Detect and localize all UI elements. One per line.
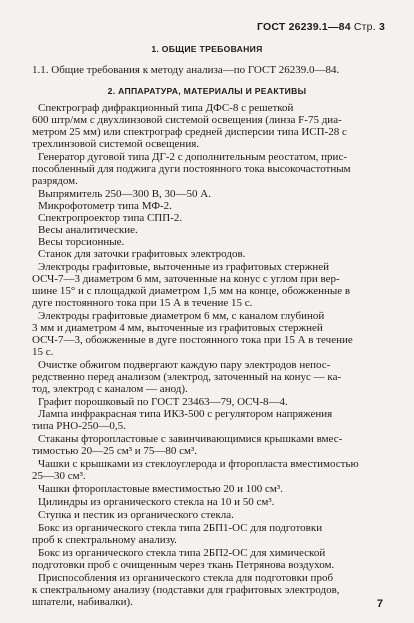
paragraph-line: ОСЧ-7—3 диаметром 6 мм, заточенные на конус с углом при вер-: [32, 273, 340, 285]
paragraph-line: шпатели, набивалки).: [32, 596, 133, 608]
paragraph-line: к спектральному анализу (подставки для графитовых электродов,: [32, 584, 340, 596]
paragraph-line: 600 штр/мм с двухлинзовой системой освещения (линза F-75 диа-: [32, 114, 342, 126]
paragraph-line: Спектропроектор типа СПП-2.: [38, 212, 183, 224]
standard-number: ГОСТ 26239.1—84: [256, 21, 351, 33]
paragraph-line: 3 мм и диаметром 4 мм, выточенные из графитовых стержней: [32, 322, 323, 334]
paragraph-line: шине 15° и с площадкой диаметром 1,5 мм на конце, обожженные в: [32, 285, 351, 297]
paragraph-line: Чашки фторопластовые вместимостью 20 и 100 см³.: [38, 483, 283, 495]
paragraph-line: Весы торсионные.: [38, 236, 125, 248]
paragraph-line: подготовки проб с очищенным через ткань Петрянова воздухом.: [32, 559, 335, 571]
paragraph-line: Электроды графитовые, выточенные из графитовых стержней: [38, 261, 329, 273]
footer-page-number: 7: [376, 598, 383, 610]
page-label: Стр.: [353, 21, 376, 33]
paragraph-line: Генератор дуговой типа ДГ-2 с дополнительным реостатом, прис-: [38, 151, 347, 163]
paragraph-line: Весы аналитические.: [38, 224, 138, 236]
paragraph-line: Приспособления из органического стекла для подготовки проб: [38, 572, 334, 584]
paragraph-line: Спектрограф дифракционный типа ДФС-8 с решеткой: [38, 102, 294, 114]
paragraph-line: тимостью 20—25 см³ и 75—80 см³.: [32, 445, 198, 457]
paragraph-line: метром 25 мм) или спектрограф средней дисперсии типа ИСП-28 с: [32, 126, 347, 138]
paragraph-line: Цилиндры из органического стекла на 10 и 50 см³.: [38, 496, 275, 508]
paragraph-line: Чашки с крышками из стеклоуглерода и фторопласта вместимостью: [38, 458, 359, 470]
paragraph-line: Стаканы фторопластовые с завинчивающимися крышками вмес-: [38, 433, 343, 445]
paragraph-line: 25—30 см³.: [32, 470, 86, 482]
paragraph-line: трехлинзовой системой освещения.: [32, 138, 200, 150]
paragraph-line: Графит порошковый по ГОСТ 23463—79, ОСЧ-8—4.: [38, 396, 288, 408]
paragraph-line: Бокс из органического стекла типа 2БП1-ОС для подготовки: [38, 522, 323, 534]
paragraph-line: ОСЧ-7—3, обожженные в дуге постоянного тока при 15 А в течение: [32, 334, 353, 346]
paragraph-line: пособленный для поджига дуги постоянного тока высокочастотным: [32, 163, 351, 175]
header-page-number: 3: [378, 21, 385, 33]
paragraph-line: проб к спектральному анализу.: [32, 534, 177, 546]
paragraph-line: 15 с.: [32, 346, 54, 358]
paragraph-line: типа РНО-250—0,5.: [32, 420, 126, 432]
paragraph-line: Лампа инфракрасная типа ИКЗ-500 с регулятором напряжения: [38, 408, 333, 420]
paragraph-line: Очистке обжигом подвергают каждую пару электродов непос-: [38, 359, 331, 371]
paragraph-line: разрядом.: [32, 175, 78, 187]
paragraph-line: редственно перед анализом (электрод, заточенный на конус — ка-: [32, 371, 342, 383]
paragraph-line: Бокс из органического стекла типа 2БП2-ОС для химической: [38, 547, 326, 559]
paragraph-line: Ступка и пестик из органического стекла.: [38, 509, 234, 521]
paragraph-line: Микрофотометр типа МФ-2.: [38, 200, 172, 212]
section-heading-general: 1. ОБЩИЕ ТРЕБОВАНИЯ: [151, 44, 263, 54]
paragraph-line: 1.1. Общие требования к методу анализа—по ГОСТ 26239.0—84.: [32, 64, 340, 76]
paragraph-line: Станок для заточки графитовых электродов.: [38, 248, 246, 260]
paragraph-line: дуге постоянного тока при 15 А в течение 15 с.: [32, 297, 253, 309]
section-heading-apparatus: 2. АППАРАТУРА, МАТЕРИАЛЫ И РЕАКТИВЫ: [107, 86, 307, 96]
paragraph-line: Электроды графитовые диаметром 6 мм, с каналом глубиной: [38, 310, 325, 322]
running-header: [257, 21, 385, 33]
paragraph-line: Выпрямитель 250—300 В, 30—50 А.: [38, 188, 211, 200]
paragraph-line: тод, электрод с каналом — анод).: [32, 383, 188, 395]
